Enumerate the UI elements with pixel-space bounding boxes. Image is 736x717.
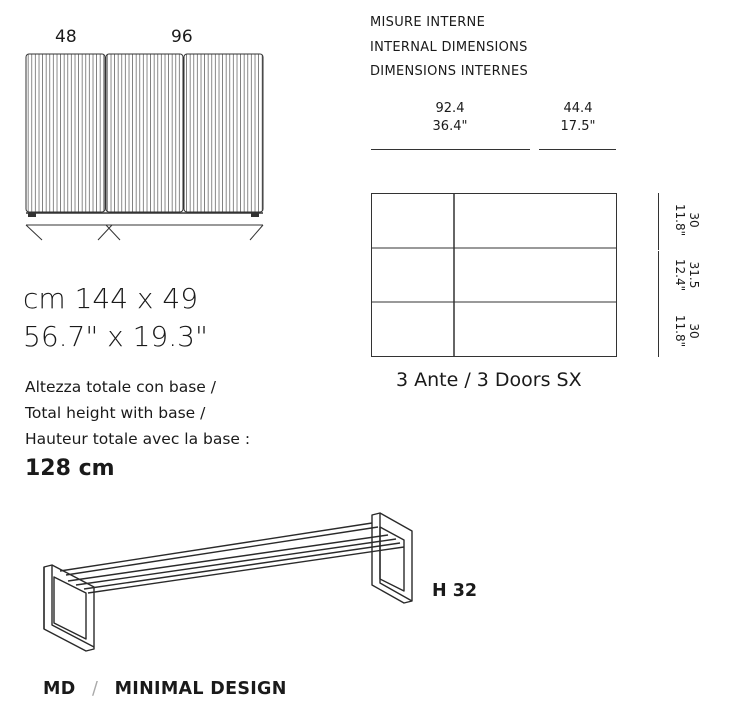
cabinet-width-label-left: 48	[55, 27, 77, 47]
base-height-label: H 32	[432, 581, 478, 601]
internal-width-line-right	[539, 149, 616, 150]
cabinet-front-drawing	[20, 50, 270, 245]
footer-brand-code: MD	[43, 679, 76, 699]
internal-width-right-cm: 44.4	[563, 101, 593, 116]
shelf-dim-1-in: 11.8"	[673, 203, 687, 237]
internal-header-fr: DIMENSIONS INTERNES	[370, 64, 529, 79]
shelf-dim-2-cm: 31.5	[687, 261, 701, 289]
shelf-dim-2-in: 12.4"	[673, 258, 687, 292]
base-frame-drawing	[38, 505, 423, 655]
cabinet-width-label-right: 96	[171, 27, 193, 47]
footer-brand	[43, 679, 287, 699]
total-height-value: 128 cm	[25, 456, 115, 481]
internal-width-left-in: 36.4"	[432, 119, 468, 134]
grid-caption: 3 Ante / 3 Doors SX	[396, 369, 582, 391]
shelf-dim-1-cm: 30	[687, 212, 701, 228]
height-note-line-3: Hauteur totale avec la base :	[25, 430, 251, 448]
internal-width-left-cm: 92.4	[435, 101, 465, 116]
size-inches: 56.7" x 19.3"	[23, 320, 208, 353]
shelf-dim-1	[673, 195, 701, 245]
footer-brand-name: MINIMAL DESIGN	[114, 679, 287, 699]
internal-width-right-in: 17.5"	[560, 119, 596, 134]
height-note-line-1: Altezza totale con base /	[25, 378, 216, 396]
internal-width-line-left	[371, 149, 530, 150]
internal-width-left	[410, 100, 490, 136]
size-cm: cm 144 x 49	[23, 282, 199, 315]
internal-header-en: INTERNAL DIMENSIONS	[370, 40, 528, 55]
cabinet-door-middle	[106, 54, 183, 212]
internal-header-it: MISURE INTERNE	[370, 15, 486, 30]
cabinet-door-left	[26, 54, 105, 212]
cabinet-door-right	[184, 54, 263, 212]
shelf-dim-3-cm: 30	[687, 323, 701, 339]
shelf-dim-2	[673, 250, 701, 300]
shelf-dim-tick-1	[654, 250, 662, 251]
internal-width-right	[538, 100, 618, 136]
footer-separator: /	[91, 679, 99, 699]
height-note-line-2: Total height with base /	[25, 404, 206, 422]
shelf-dim-line	[658, 193, 659, 357]
internal-grid-drawing	[370, 192, 620, 359]
shelf-dim-3	[673, 306, 701, 356]
shelf-dim-3-in: 11.8"	[673, 314, 687, 348]
